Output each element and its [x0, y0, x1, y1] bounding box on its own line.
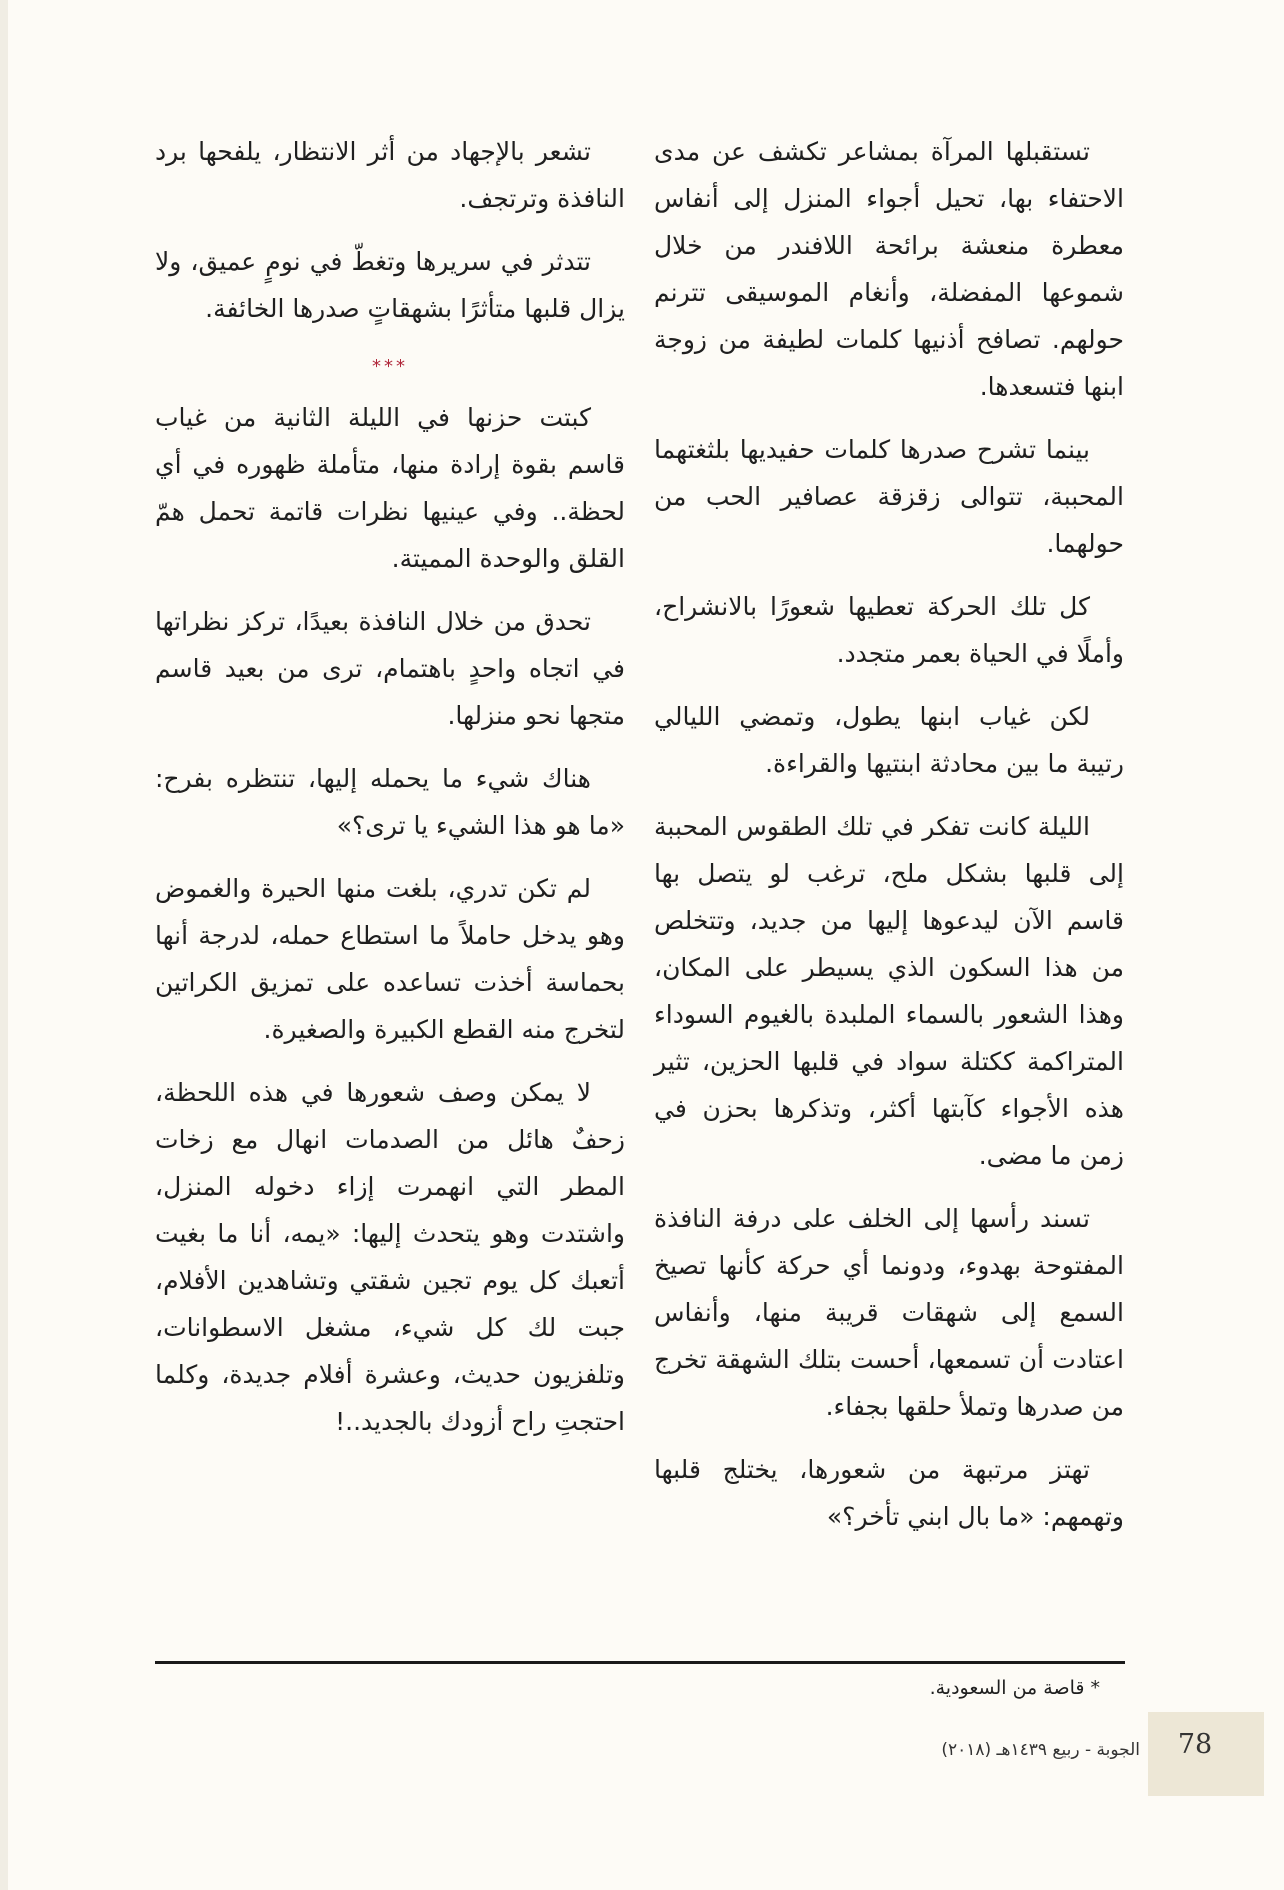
paragraph: تهتز مرتبهة من شعورها، يختلج قلبها وتهمهم: «ما بال ابني تأخر؟» — [654, 1455, 1124, 1531]
paragraph: لم تكن تدري، بلغت منها الحيرة والغموض وهو يدخل حاملاً ما استطاع حمله، لدرجة أنها بحماسة أخذت تساعده على تمزيق الكراتين لتخرج منه القطع الكبيرة والصغيرة. — [155, 874, 625, 1044]
paragraph: الليلة كانت تفكر في تلك الطقوس المحببة إلى قلبها بشكل ملح، ترغب لو يتصل بها قاسم الآن ليدعوها إليها من جديد، وتتخلص من هذا السكون الذي يسيطر على المكان، وهذا الشعور بالسماء الملبدة بالغيوم السوداء المتراكمة ككتلة سواد في قلبها الحزين، تثير هذه الأجواء كآبتها أكثر، وتذكرها بحزن في زمن ما مضى. — [654, 812, 1124, 1170]
paragraph: كبتت حزنها في الليلة الثانية من غياب قاسم بقوة إرادة منها، متأملة ظهوره في أي لحظة.. وفي عينيها نظرات قاتمة تحمل همّ القلق والوحدة المميتة. — [155, 403, 625, 573]
footnote-divider — [155, 1661, 1125, 1664]
journal-issue-label: الجوبة - ربيع ١٤٣٩هـ (٢٠١٨) — [941, 1740, 1140, 1760]
paragraph: تحدق من خلال النافذة بعيدًا، تركز نظراتها في اتجاه واحدٍ باهتمام، ترى من بعيد قاسم متجها نحو منزلها. — [155, 607, 625, 730]
paragraph: تشعر بالإجهاد من أثر الانتظار، يلفحها برد النافذة وترتجف. — [155, 137, 625, 213]
paragraph: لا يمكن وصف شعورها في هذه اللحظة، زحفٌ هائل من الصدمات انهال مع زخات المطر التي انهمرت إزاء دخوله المنزل، واشتدت وهو يتحدث إليها: «يمه، أنا ما بغيت أتعبك كل يوم تجين شقتي وتشاهدين الأفلام، جبت لك كل شيء، مشغل الاسطوانات، وتلفزيون حديث، وعشرة أفلام جديدة، وكلما احتجتِ راح أزودك بالجديد..! — [155, 1078, 625, 1436]
paragraph: هناك شيء ما يحمله إليها، تنتظره بفرح: «ما هو هذا الشيء يا ترى؟» — [155, 764, 625, 840]
page-number: 78 — [1177, 1729, 1213, 1760]
section-separator: *** — [372, 356, 408, 377]
paragraph: بينما تشرح صدرها كلمات حفيديها بلثغتهما المحببة، تتوالى زقزقة عصافير الحب من حولهما. — [654, 435, 1124, 558]
paragraph: لكن غياب ابنها يطول، وتمضي الليالي رتيبة ما بين محادثة ابنتيها والقراءة. — [654, 702, 1124, 778]
paragraph: تسند رأسها إلى الخلف على درفة النافذة المفتوحة بهدوء، ودونما أي حركة كأنها تصيخ السمع إلى شهقات قريبة منها، وأنفاس اعتادت أن تسمعها، أحست بتلك الشهقة تخرج من صدرها وتملأ حلقها بجفاء. — [654, 1204, 1124, 1421]
article-column-right — [654, 128, 1124, 1556]
footnote: * قاصة من السعودية. — [929, 1677, 1100, 1699]
paragraph: كل تلك الحركة تعطيها شعورًا بالانشراح، وأملًا في الحياة بعمر متجدد. — [654, 592, 1124, 668]
paragraph: تتدثر في سريرها وتغطّ في نومٍ عميق، ولا يزال قلبها متأثرًا بشهقاتٍ صدرها الخائفة. — [155, 247, 625, 323]
paragraph: تستقبلها المرآة بمشاعر تكشف عن مدى الاحتفاء بها، تحيل أجواء المنزل إلى أنفاس معطرة منعشة برائحة اللافندر من خلال شموعها المفضلة، وأنغام الموسيقى تترنم حولهم. تصافح أذنيها كلمات لطيفة من زوجة ابنها فتسعدها. — [654, 137, 1124, 401]
article-column-left — [155, 128, 625, 1461]
